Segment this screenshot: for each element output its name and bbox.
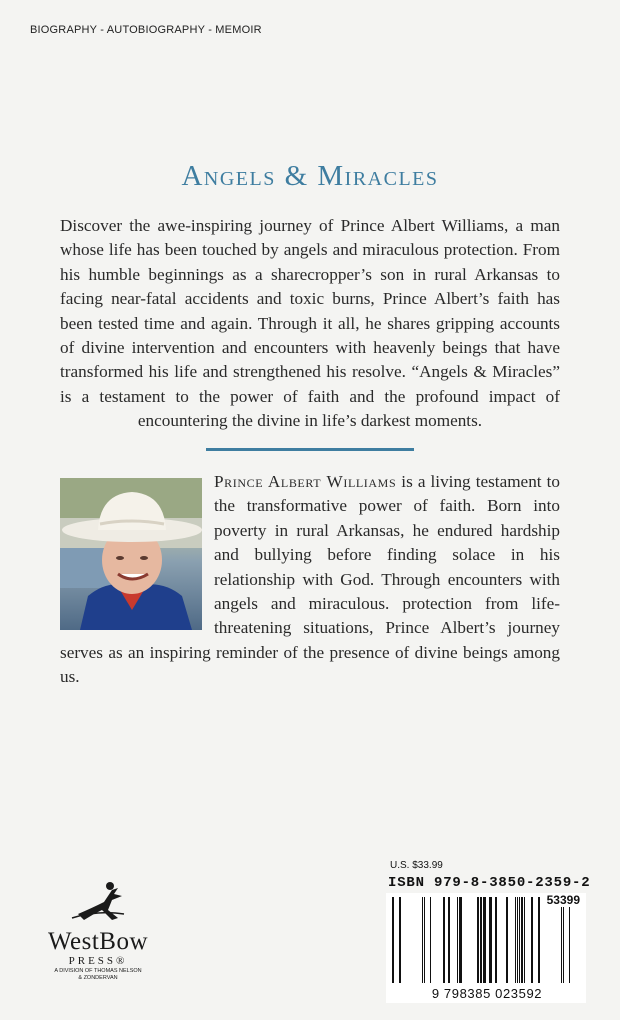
barcode-bar	[515, 897, 516, 983]
section-divider	[206, 448, 414, 451]
barcode-bar	[489, 897, 492, 983]
author-name: Prince Albert Williams	[214, 472, 397, 491]
barcode-bar	[443, 897, 445, 983]
barcode-bar	[483, 897, 486, 983]
price-code: 53399	[546, 893, 580, 907]
barcode-bar	[477, 897, 479, 983]
category-label: BIOGRAPHY - AUTOBIOGRAPHY - MEMOIR	[30, 24, 262, 36]
author-bio-body: is a living testament to the transformative power of faith. Born into poverty in rural Arkansas, he endured hardship and bullying before finding solace in his relationship with God. Through encounters with angels and miraculous. protection from life-threatening situations, Prince Albert’s journey serves as an inspiring reminder of the presence of divine beings among us.	[60, 472, 560, 687]
barcode-bar	[506, 897, 508, 983]
barcode-bar	[521, 897, 523, 983]
price-label: U.S. $33.99	[390, 860, 443, 871]
barcode-bar	[495, 897, 497, 983]
publisher-logo	[28, 880, 168, 982]
barcode-bar	[538, 897, 540, 983]
author-photo-illustration	[60, 478, 202, 630]
isbn-label: ISBN 979-8-3850-2359-2	[388, 875, 591, 891]
barcode-bar	[392, 897, 394, 983]
barcode-bar	[524, 897, 525, 983]
runner-icon	[68, 880, 128, 922]
barcode-bar	[480, 897, 482, 983]
barcode-bar	[531, 897, 533, 983]
barcode-bar	[569, 897, 570, 983]
barcode-bar	[430, 897, 431, 983]
publisher-press: PRESS®	[68, 955, 128, 967]
author-bio	[60, 470, 560, 690]
barcode-number: 9 798385 023592	[392, 986, 582, 1001]
barcode	[386, 893, 586, 1003]
publisher-division-line1: A DIVISION OF THOMAS NELSON	[54, 968, 142, 974]
publisher-name: WestBow	[47, 928, 149, 955]
book-title: Angels & Miracles	[181, 160, 439, 192]
barcode-bar	[457, 897, 458, 983]
author-photo	[60, 478, 202, 630]
barcode-bar	[424, 897, 425, 983]
barcode-bar	[422, 897, 423, 983]
book-blurb: Discover the awe-inspiring journey of Prince Albert Williams, a man whose life has been touched by angels and miraculous protection. From his humble beginnings as a sharecropper’s son in rural Arkansas to facing near-fatal accidents and toxic burns, Prince Albert’s faith has been tested time and again. Through it all, he shares gripping accounts of divine intervention and encounters with heavenly beings that have transformed his life and strengthened his resolve. “Angels & Miracles” is a testament to the power of faith and the profound impact of encountering the divine in life’s darkest moments.	[60, 216, 560, 431]
barcode-bar	[563, 897, 564, 983]
barcode-bar	[448, 897, 450, 983]
barcode-bar	[399, 897, 401, 983]
barcode-bar	[517, 897, 518, 983]
publisher-division-line2: & ZONDERVAN	[78, 975, 118, 981]
barcode-bar	[519, 897, 520, 983]
barcode-bar	[459, 897, 462, 983]
barcode-bar	[561, 897, 562, 983]
